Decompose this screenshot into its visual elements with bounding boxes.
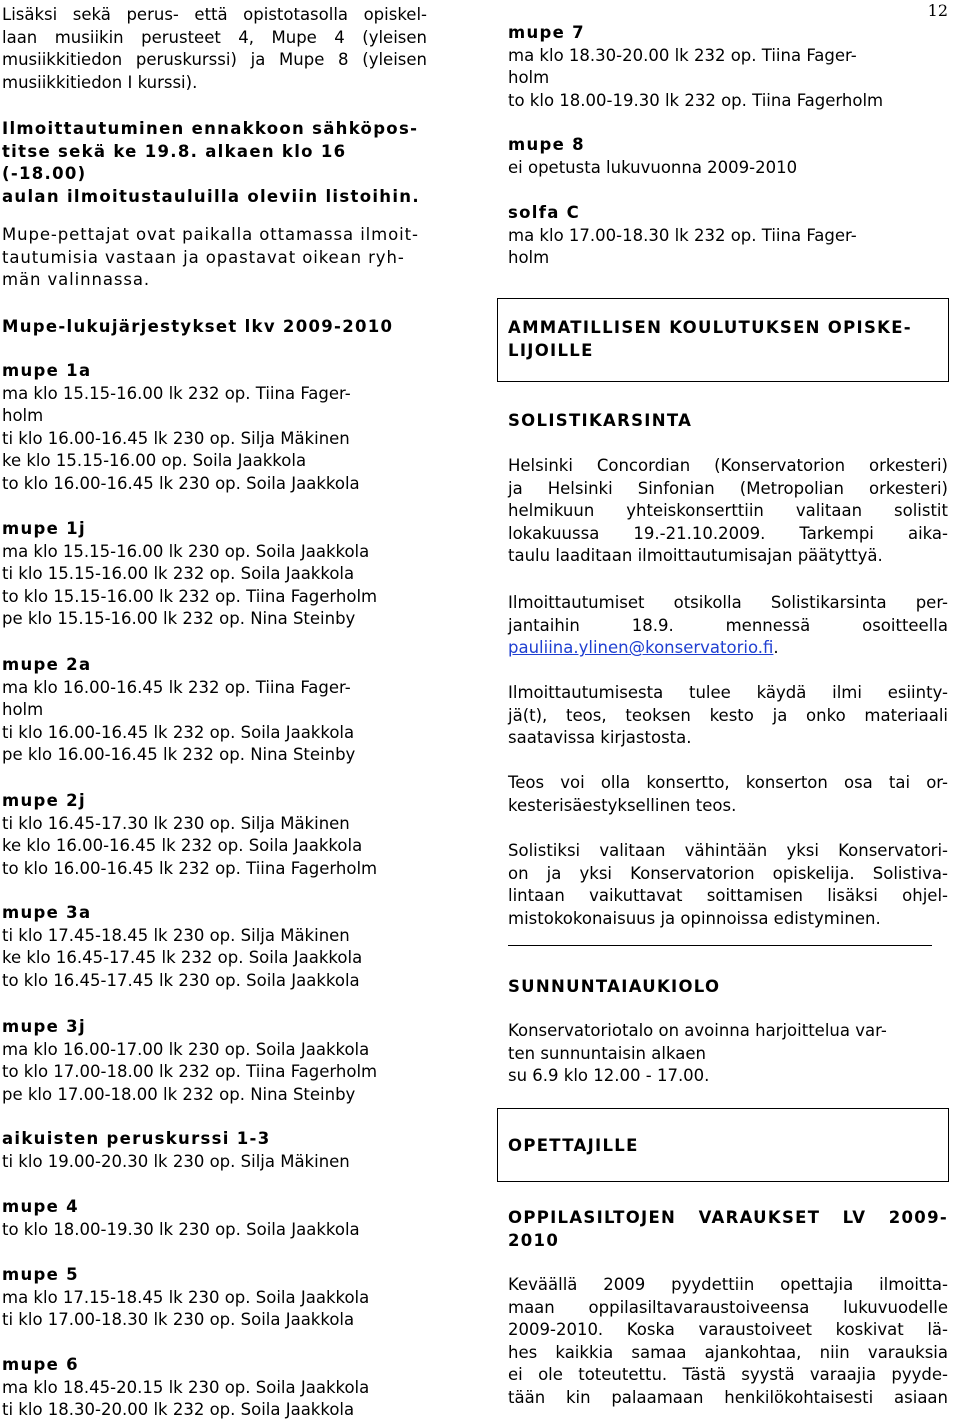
text-line: jantaihin 18.9. mennessä osoitteella xyxy=(508,615,948,635)
text-line: tautumisia vastaan ja opastavat oikean ryh- xyxy=(2,247,405,267)
text-line: ei ole toteutettu. Tästä syystä varaajia pyyde- xyxy=(508,1365,948,1385)
text-line: mupe 5 xyxy=(2,1265,79,1284)
teachers-box xyxy=(497,1108,949,1182)
text-line: su 6.9 klo 12.00 - 17.00. xyxy=(508,1066,710,1086)
text-line: män valinnassa. xyxy=(2,270,151,290)
bookings-paragraph xyxy=(508,1274,948,1410)
group-adult-basic xyxy=(2,1128,427,1173)
schedule-title: Mupe-lukujärjestykset lkv 2009-2010 xyxy=(2,317,394,336)
email-link[interactable]: pauliina.ylinen@konservatorio.fi xyxy=(508,638,774,658)
text-line: pauliina.ylinen@konservatorio.fi. xyxy=(508,638,779,658)
text-line: titse sekä ke 19.8. alkaen klo 16 (-18.00) xyxy=(2,141,347,184)
text-line: holm xyxy=(2,406,44,426)
text-line: musiikkitiedon peruskurssi) ja Mupe 8 (yleisen xyxy=(2,50,427,70)
text-line: ma klo 18.45-20.15 lk 230 op. Soila Jaakkola xyxy=(2,1377,370,1397)
text-line: to klo 16.00-16.45 lk 230 op. Soila Jaakkola xyxy=(2,473,360,493)
text-line: lokakuussa 19.-21.10.2009. Tarkempi aika- xyxy=(508,523,948,543)
teachers-note xyxy=(2,224,427,292)
vocational-students-title xyxy=(508,317,912,362)
text-line: Ilmoittautuminen ennakkoon sähköpos- xyxy=(2,119,419,138)
group-mupe-7 xyxy=(508,22,950,112)
text-line: Helsinki Concordian (Konservatorion orkesteri) xyxy=(508,456,948,475)
group-mupe-2a xyxy=(2,654,427,767)
text-line: ti klo 15.15-16.00 lk 232 op. Soila Jaakkola xyxy=(2,564,355,584)
text-line: ei opetusta lukuvuonna 2009-2010 xyxy=(508,157,798,177)
text-line: mupe 4 xyxy=(2,1197,79,1216)
text-line: holm xyxy=(508,68,550,88)
text-line: ma klo 16.00-17.00 lk 230 op. Soila Jaakkola xyxy=(2,1039,370,1059)
group-mupe-5 xyxy=(2,1264,427,1332)
text-line: taulu laaditaan ilmoittautumisajan päätyttyä. xyxy=(508,546,883,566)
text-line: ti klo 18.30-20.00 lk 232 op. Soila Jaakkola xyxy=(2,1400,355,1420)
group-mupe-3a xyxy=(2,902,427,992)
sunday-opening-paragraph xyxy=(508,1020,948,1088)
text-line: ma klo 18.30-20.00 lk 232 op. Tiina Fager- xyxy=(508,45,857,65)
group-mupe-3j xyxy=(2,1016,427,1106)
registration-paragraph xyxy=(2,118,427,208)
soloist-title: SOLISTIKARSINTA xyxy=(508,411,693,430)
soloist-paragraph-4 xyxy=(508,772,948,817)
text-line: ke klo 16.45-17.45 lk 232 op. Soila Jaakkola xyxy=(2,948,363,968)
soloist-paragraph-3 xyxy=(508,682,948,750)
page-number: 12 xyxy=(927,1,948,20)
group-mupe-2j xyxy=(2,790,427,880)
text-line: ma klo 15.15-16.00 lk 232 op. Tiina Fager- xyxy=(2,383,351,403)
text-line: mupe 2a xyxy=(2,655,92,674)
text-line: ti klo 19.00-20.30 lk 230 op. Silja Mäkinen xyxy=(2,1151,350,1171)
text-line: ti klo 16.45-17.30 lk 230 op. Silja Mäkinen xyxy=(2,813,350,833)
text-line: to klo 16.00-16.45 lk 232 op. Tiina Fagerholm xyxy=(2,858,378,878)
teachers-title: OPETTAJILLE xyxy=(508,1136,639,1155)
group-mupe-1j xyxy=(2,518,427,631)
text-line: mupe 6 xyxy=(2,1355,79,1374)
text-line: ma klo 17.15-18.45 lk 230 op. Soila Jaakkola xyxy=(2,1287,370,1307)
text-line: aulan ilmoitustauluilla oleviin listoihin. xyxy=(2,186,420,206)
text-line: 2010 xyxy=(508,1230,560,1250)
text-line: mupe 8 xyxy=(508,135,585,154)
text-line: to klo 18.00-19.30 lk 232 op. Tiina Fagerholm xyxy=(508,90,884,110)
text-line: Teos voi olla konsertto, konserton osa tai or- xyxy=(508,773,948,792)
text-line: OPPILASILTOJEN VARAUKSET LV 2009- xyxy=(508,1208,948,1227)
intro-paragraph xyxy=(2,4,427,94)
text-line: Mupe-pettajat ovat paikalla ottamassa ilmoit- xyxy=(2,225,419,244)
text-line: holm xyxy=(2,700,44,720)
group-mupe-6 xyxy=(2,1354,427,1422)
text-line: holm xyxy=(508,248,550,268)
text-line: musiikkitiedon I kurssi). xyxy=(2,72,198,92)
text-line: maan oppilasiltavaraustoiveensa lukuvuodelle xyxy=(508,1297,948,1317)
text-line: AMMATILLISEN KOULUTUKSEN OPISKE- xyxy=(508,318,912,337)
text-line: mupe 3j xyxy=(2,1017,86,1036)
text-line: ma klo 17.00-18.30 lk 232 op. Tiina Fager- xyxy=(508,225,857,245)
text-line: saatavissa kirjastosta. xyxy=(508,728,692,748)
soloist-paragraph-2 xyxy=(508,592,948,660)
text-line: ti klo 16.00-16.45 lk 230 op. Silja Mäkinen xyxy=(2,428,350,448)
text-line: mistokokonaisuus ja opinnoissa edistyminen. xyxy=(508,908,881,928)
text-line: ma klo 15.15-16.00 lk 230 op. Soila Jaakkola xyxy=(2,541,370,561)
text-line: LIJOILLE xyxy=(508,340,594,360)
text-line: to klo 17.00-18.00 lk 232 op. Tiina Fagerholm xyxy=(2,1062,378,1082)
text-line: to klo 18.00-19.30 lk 230 op. Soila Jaakkola xyxy=(2,1219,360,1239)
text-line: mupe 1a xyxy=(2,361,92,380)
text-line: tään kin palaamaan henkilökohtaisesti asiaan xyxy=(508,1387,948,1407)
text-line: ten sunnuntaisin alkaen xyxy=(508,1043,706,1063)
text-line: kesterisäestyksellinen teos. xyxy=(508,795,737,815)
soloist-paragraph-5 xyxy=(508,840,948,930)
group-mupe-4 xyxy=(2,1196,427,1241)
section-divider xyxy=(508,945,932,946)
group-mupe-1a xyxy=(2,360,427,496)
text-line: helmikuun yhteiskonserttiin valitaan solistit xyxy=(508,501,948,521)
text-line: Ilmoittautumiset otsikolla Solistikarsinta per- xyxy=(508,593,948,612)
text-line: Lisäksi sekä perus- että opistotasolla opiskel- xyxy=(2,5,427,24)
text-line: on ja yksi Konservatorion opiskelija. Solistiva- xyxy=(508,863,948,883)
text-line: to klo 15.15-16.00 lk 232 op. Tiina Fagerholm xyxy=(2,586,378,606)
text-line: mupe 3a xyxy=(2,903,92,922)
text-line: Solistiksi valitaan vähintään yksi Konservatori- xyxy=(508,841,948,860)
text-line: ma klo 16.00-16.45 lk 232 op. Tiina Fager- xyxy=(2,677,351,697)
text-line: mupe 1j xyxy=(2,519,86,538)
text-line: ke klo 16.00-16.45 lk 232 op. Soila Jaakkola xyxy=(2,836,363,856)
group-solfa-c xyxy=(508,202,950,270)
text-line: Keväällä 2009 pyydettiin opettajia ilmoitta- xyxy=(508,1275,948,1294)
text-line: lintaan vaikuttavat soittamisen lisäksi ohjel- xyxy=(508,886,948,906)
text-line: mupe 7 xyxy=(508,23,585,42)
text-line: ja Helsinki Sinfonian (Metropolian orkesteri) xyxy=(508,478,948,498)
text-line: ti klo 16.00-16.45 lk 232 op. Soila Jaakkola xyxy=(2,722,355,742)
sunday-opening-title: SUNNUNTAIAUKIOLO xyxy=(508,977,721,996)
text-line: solfa C xyxy=(508,203,581,222)
text-line: mupe 2j xyxy=(2,791,86,810)
text-line: ti klo 17.45-18.45 lk 230 op. Silja Mäkinen xyxy=(2,925,350,945)
text-line: ti klo 17.00-18.30 lk 230 op. Soila Jaakkola xyxy=(2,1310,355,1330)
text-line: 2009-2010. Koska varaustoiveet koskivat lä- xyxy=(508,1320,948,1340)
text-line: pe klo 16.00-16.45 lk 232 op. Nina Steinby xyxy=(2,745,356,765)
text-line: laan musiikin perusteet 4, Mupe 4 (yleisen xyxy=(2,27,427,47)
text-line: Konservatoriotalo on avoinna harjoittelua var- xyxy=(508,1021,887,1040)
text-line: jä(t), teos, teoksen kesto ja onko materiaali xyxy=(508,705,948,725)
bookings-title xyxy=(508,1207,948,1252)
text-line: hes kaikkia samaa ajankohtaa, niin varauksia xyxy=(508,1342,948,1362)
vocational-students-box xyxy=(497,298,949,382)
text-line: aikuisten peruskurssi 1-3 xyxy=(2,1129,271,1148)
group-mupe-8 xyxy=(508,134,950,179)
text-line: Ilmoittautumisesta tulee käydä ilmi esiinty- xyxy=(508,683,948,702)
text-line: pe klo 17.00-18.00 lk 232 op. Nina Steinby xyxy=(2,1084,356,1104)
text-line: to klo 16.45-17.45 lk 230 op. Soila Jaakkola xyxy=(2,970,360,990)
text-line: ke klo 15.15-16.00 op. Soila Jaakkola xyxy=(2,451,307,471)
soloist-paragraph-1 xyxy=(508,455,948,568)
text-line: pe klo 15.15-16.00 lk 232 op. Nina Steinby xyxy=(2,609,356,629)
